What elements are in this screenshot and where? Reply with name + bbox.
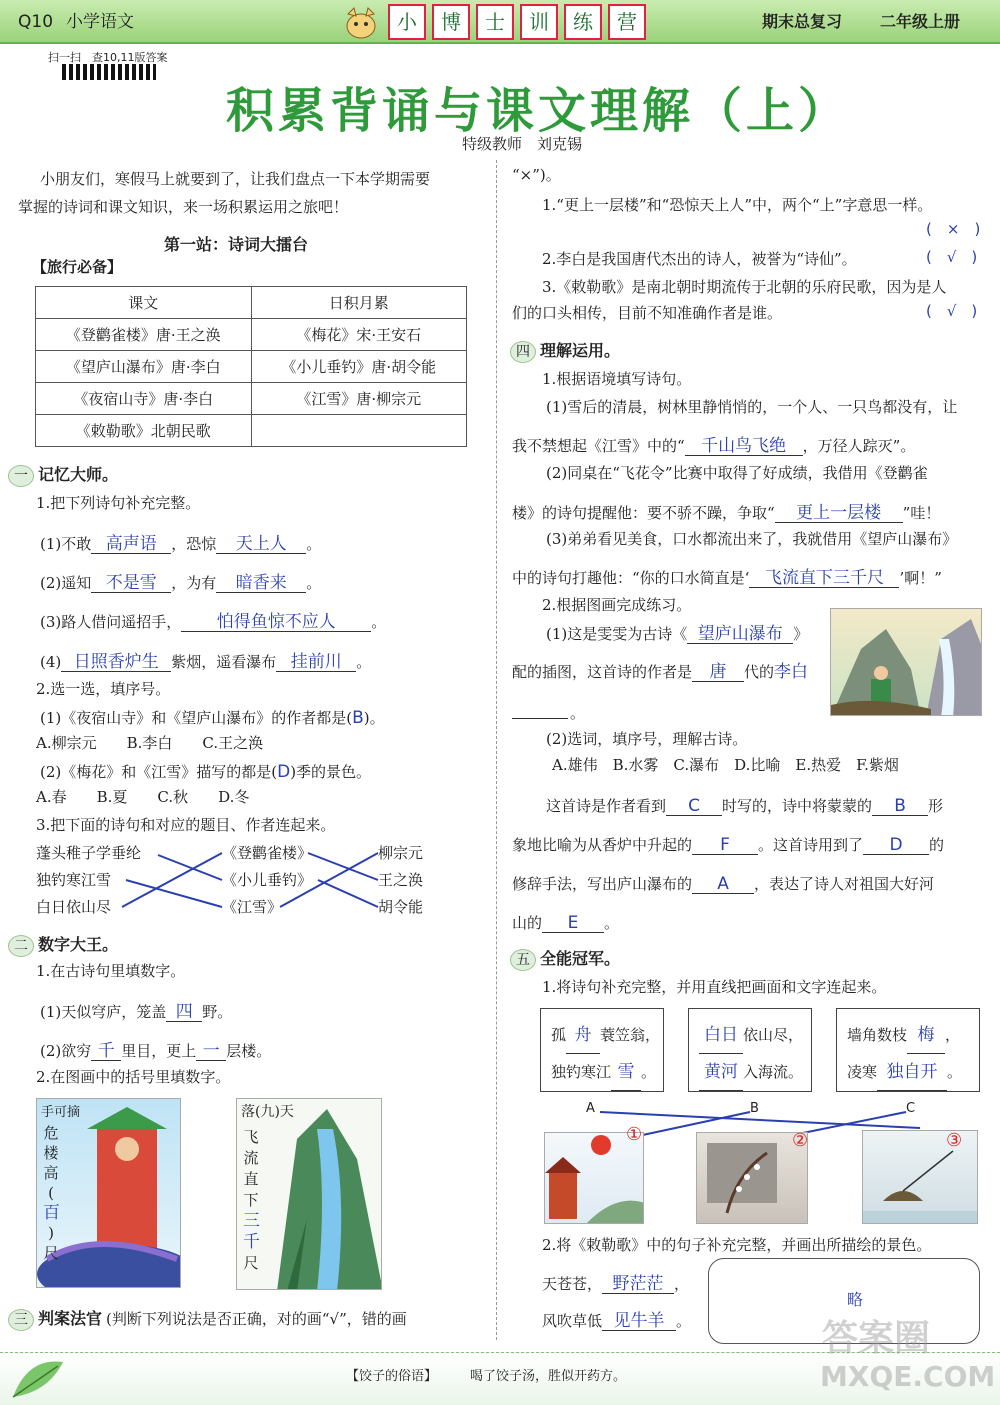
answer-blank[interactable]: 望庐山瀑布 xyxy=(687,626,793,644)
prompt-text: 孤 xyxy=(551,1026,567,1044)
section-number: 四 xyxy=(510,341,536,363)
prompt-text: 层楼。 xyxy=(226,1042,272,1060)
context-line xyxy=(512,438,915,456)
prompt-text: ， xyxy=(674,1275,690,1293)
prompt-text: 代的 xyxy=(744,663,775,681)
picture-number: ③ xyxy=(946,1130,963,1151)
chile-line-1 xyxy=(542,1276,689,1294)
prompt-text: (1)这是雯雯为古诗《 xyxy=(546,625,688,643)
judge-answer[interactable] xyxy=(926,222,980,237)
answer-blank[interactable]: 黄河 xyxy=(699,1054,743,1091)
match-line xyxy=(308,853,378,880)
judge-item: 1.“更上一层楼”和“恐惊天上人”中，两个“上”字意思一样。 xyxy=(542,196,933,214)
section-4-heading xyxy=(510,338,620,363)
prompt-text: 里目，更上 xyxy=(121,1042,197,1060)
answer-blank[interactable]: 挂前川 xyxy=(276,654,356,672)
travel-label: 【旅行必备】 xyxy=(32,258,123,276)
choice-options: A.春 B.夏 C.秋 D.冬 xyxy=(36,788,250,806)
pic2-top-text: 落(九)天 xyxy=(241,1104,294,1120)
answer-blank[interactable]: B xyxy=(872,798,928,816)
section-5-heading xyxy=(510,946,620,971)
prompt-text: 时写的，诗中将蒙蒙的 xyxy=(722,797,873,815)
answer-blank-cont[interactable] xyxy=(512,718,568,719)
paren: ( xyxy=(926,302,947,320)
prompt-text: (2)欲穷 xyxy=(40,1042,92,1060)
waterfall-illustration xyxy=(236,1098,382,1290)
side-char: ( xyxy=(48,1184,54,1202)
prompt-text: 楼》的诗句提醒他：要不骄不躁，争取“ xyxy=(512,504,775,522)
prompt-text: 风吹草低 xyxy=(542,1312,603,1330)
side-char: 尺 xyxy=(43,1244,59,1262)
table-cell: 《望庐山瀑布》唐·李白 xyxy=(36,351,252,383)
prompt-text: ”哇！ xyxy=(902,504,941,522)
footer-label: 【饺子的俗语】 xyxy=(346,1369,438,1384)
match-label-a[interactable]: A xyxy=(586,1101,595,1116)
side-answer[interactable]: 百 xyxy=(43,1203,60,1223)
author-line: 特级教师 刘克锡 xyxy=(462,135,583,153)
prompt-text: 蓑笠翁， xyxy=(600,1026,661,1044)
qr-code-icon[interactable] xyxy=(62,64,156,80)
answer-blank[interactable]: A xyxy=(692,876,754,894)
match-left[interactable]: 独钓寒江雪 xyxy=(36,871,112,889)
question-text: 2.选一选，填序号。 xyxy=(36,680,171,698)
match-line xyxy=(126,880,222,907)
fill-line-3 xyxy=(40,614,386,632)
brand-char: 博 xyxy=(432,4,470,40)
prompt-text: 》 xyxy=(793,625,809,643)
fill-line xyxy=(40,1043,271,1061)
picture-number: ① xyxy=(626,1124,643,1145)
side-answer[interactable]: 千 xyxy=(243,1232,260,1252)
prompt-text: ，万径人踪灭”。 xyxy=(802,437,916,455)
prompt-text: 独钓寒江 xyxy=(551,1063,612,1081)
table-header: 课文 xyxy=(36,287,252,319)
scene-picture-1 xyxy=(544,1132,644,1224)
answer-blank[interactable]: 日照香炉生 xyxy=(61,654,171,672)
prompt-text: 。 xyxy=(306,574,322,592)
picture-line xyxy=(512,664,808,682)
table-cell: 《登鹳雀楼》唐·王之涣 xyxy=(36,319,252,351)
answer-blank[interactable]: 梅 xyxy=(907,1017,945,1054)
answer-text[interactable]: 李白 xyxy=(774,662,809,682)
judge-answer[interactable] xyxy=(926,304,977,319)
answer-blank[interactable]: F xyxy=(692,837,758,855)
word-options: A.雄伟 B.水雾 C.瀑布 D.比喻 E.热爱 F.紫烟 xyxy=(552,756,899,774)
prompt-text: (3)路人借问遥招手， xyxy=(40,613,182,631)
prompt-text: 我不禁想起《江雪》中的“ xyxy=(512,437,685,455)
fill-para-2 xyxy=(512,837,944,855)
brand-char: 训 xyxy=(520,4,558,40)
context-line: (1)雪后的清晨，树林里静悄悄的，一个人、一只鸟都没有，让 xyxy=(546,398,958,416)
match-mid[interactable]: 《小儿垂钓》 xyxy=(222,871,313,889)
answer-blank[interactable]: 白日 xyxy=(699,1017,743,1054)
prompt-text: 野。 xyxy=(202,1003,233,1021)
prompt-text: (2)遥知 xyxy=(40,574,92,592)
pic1-top-text: 手可摘 xyxy=(41,1105,81,1120)
answer-blank[interactable]: D xyxy=(863,837,929,855)
period: 。 xyxy=(570,704,586,722)
match-label-b[interactable]: B xyxy=(750,1101,759,1116)
table-cell: 《夜宿山寺》唐·李白 xyxy=(36,383,252,415)
choice-answer[interactable]: B xyxy=(352,708,364,728)
section-3-heading xyxy=(8,1306,407,1331)
fill-para-4 xyxy=(512,915,619,933)
table-row xyxy=(36,415,467,447)
side-char: 危 xyxy=(43,1124,59,1142)
tower-illustration xyxy=(36,1098,181,1288)
table-header: 日积月累 xyxy=(251,287,467,319)
prompt-text: 。 xyxy=(947,1063,963,1081)
section-number: 一 xyxy=(8,465,34,487)
section-title: 判案法官 xyxy=(38,1309,103,1328)
prompt-text: 天苍苍， xyxy=(542,1275,603,1293)
answer-blank[interactable]: 四 xyxy=(166,1004,202,1022)
prompt-text: 山的 xyxy=(512,914,543,932)
context-line: (2)同桌在“飞花令”比赛中取得了好成绩，我借用《登鹳雀 xyxy=(546,464,928,482)
prompt-text: ，表达了诗人对祖国大好河 xyxy=(754,875,935,893)
watermark-en: MXQE.COM xyxy=(820,1360,996,1393)
prompt-text: (1)不敢 xyxy=(40,535,92,553)
section-title: 记忆大师。 xyxy=(38,465,119,484)
fill-line-4 xyxy=(40,654,371,672)
drawing-answer: 略 xyxy=(847,1290,864,1309)
fill-para-3 xyxy=(512,876,934,894)
context-line: (3)弟弟看见美食，口水都流出来了，我就借用《望庐山瀑布》 xyxy=(546,530,958,548)
paren: ) xyxy=(956,248,978,266)
answer-blank[interactable]: 独自开 xyxy=(877,1054,947,1091)
table-cell: 《小儿垂钓》唐·胡令能 xyxy=(251,351,467,383)
section-title: 理解运用。 xyxy=(540,341,621,360)
section-2-heading xyxy=(8,932,118,957)
grade-label: 二年级上册 xyxy=(880,12,961,31)
context-line xyxy=(512,570,942,588)
prompt-text: 。 xyxy=(306,535,322,553)
answer-blank[interactable]: 千山鸟飞绝 xyxy=(685,438,803,456)
table-cell xyxy=(251,415,467,447)
side-char: 飞 xyxy=(243,1128,259,1146)
prompt-text: ’啊！” xyxy=(899,569,942,587)
intro-line-1: 小朋友们，寒假马上就要到了，让我们盘点一下本学期需要 xyxy=(40,170,431,188)
choice-line-2 xyxy=(40,764,371,781)
pic2-side-text xyxy=(243,1127,259,1274)
prompt-text: 。 xyxy=(641,1063,657,1081)
prompt-text: 配的插图，这首诗的作者是 xyxy=(512,663,693,681)
match-left[interactable]: 白日依山尽 xyxy=(36,898,112,916)
section-1-heading xyxy=(8,462,118,487)
prompt-text: ，恐惊 xyxy=(171,535,217,553)
question-text: 2.将《敕勒歌》中的句子补充完整，并画出所描绘的景色。 xyxy=(542,1236,932,1254)
prompt-text: 。 xyxy=(604,914,620,932)
choice-answer[interactable]: D xyxy=(277,762,291,782)
poem-line xyxy=(551,1017,661,1054)
answer-blank[interactable]: 不是雪 xyxy=(91,575,171,593)
mascot-icon xyxy=(338,4,384,40)
judge-mark[interactable]: √ xyxy=(946,248,957,266)
judge-item-cont: 们的口头相传，目前不知准确作者是谁。 xyxy=(512,304,783,322)
question-text: 1.将诗句补充完整，并用直线把画面和文字连起来。 xyxy=(542,978,887,996)
brand-banner xyxy=(388,4,646,40)
review-label: 期末总复习 xyxy=(762,12,843,31)
answer-blank[interactable]: 见牛羊 xyxy=(602,1313,676,1331)
question-text: 1.在古诗句里填数字。 xyxy=(36,962,186,980)
match-lines xyxy=(0,840,500,920)
brand-char: 营 xyxy=(608,4,646,40)
prompt-text: (1)天似穹庐，笼盖 xyxy=(40,1003,167,1021)
prompt-text: 。 xyxy=(371,613,387,631)
match-left[interactable]: 蓬头稚子学垂纶 xyxy=(36,844,142,862)
paren: ( xyxy=(926,248,947,266)
chile-line-2 xyxy=(542,1313,691,1331)
question-text: (2)选词，填序号，理解古诗。 xyxy=(546,730,748,748)
answer-blank[interactable]: C xyxy=(666,798,722,816)
poem-line xyxy=(847,1017,969,1054)
prompt-text: 这首诗是作者看到 xyxy=(546,797,667,815)
answer-blank[interactable]: 高声语 xyxy=(91,536,171,554)
question-text: 2.根据图画完成练习。 xyxy=(542,596,692,614)
subject-label: 小学语文 xyxy=(66,12,134,32)
prompt-text: 紫烟，遥看瀑布 xyxy=(171,653,277,671)
paren: ( xyxy=(926,220,947,238)
prompt-text: (2)《梅花》和《江雪》描写的都是( xyxy=(40,763,278,781)
section-number: 二 xyxy=(8,935,34,957)
table-row xyxy=(36,319,467,351)
fill-line xyxy=(40,1004,232,1022)
answer-blank[interactable]: 天上人 xyxy=(216,536,306,554)
prompt-text: )。 xyxy=(363,709,385,727)
judge-mark[interactable]: × xyxy=(946,220,960,238)
prompt-text: 修辞手法，写出庐山瀑布的 xyxy=(512,875,693,893)
issue-code: Q10 xyxy=(18,12,54,32)
answer-blank[interactable]: 千 xyxy=(91,1043,121,1061)
section-title: 数字大王。 xyxy=(38,935,119,954)
table-row xyxy=(36,383,467,415)
answer-blank[interactable]: 更上一层楼 xyxy=(775,505,903,523)
answer-blank[interactable]: 雪 xyxy=(611,1054,641,1091)
brand-char: 练 xyxy=(564,4,602,40)
brand-char: 士 xyxy=(476,4,514,40)
judge-answer[interactable] xyxy=(926,250,977,265)
side-answer[interactable]: 三 xyxy=(243,1211,260,1231)
poem-line xyxy=(847,1054,969,1091)
section-title: 全能冠军。 xyxy=(540,949,621,968)
section-number: 五 xyxy=(510,949,536,971)
prompt-text: 。 xyxy=(676,1312,692,1330)
page-title: 积累背诵与课文理解（上） xyxy=(226,83,851,139)
prompt-text: (1)《夜宿山寺》和《望庐山瀑布》的作者都是( xyxy=(40,709,353,727)
watermark-cn: 答案圈 xyxy=(822,1318,931,1359)
paren: ) xyxy=(959,220,981,238)
answer-blank[interactable]: 飞流直下三千尺 xyxy=(749,570,899,588)
fill-line-2 xyxy=(40,575,321,593)
prompt-text: 中的诗句打趣他：“你的口水简直是‘ xyxy=(512,569,750,587)
side-char: 高 xyxy=(43,1164,59,1182)
answer-blank[interactable]: 野茫茫 xyxy=(602,1276,674,1294)
fill-para-1 xyxy=(546,798,943,816)
picture-number: ② xyxy=(792,1130,809,1151)
section-desc: (判断下列说法是否正确，对的画“√”，错的画 xyxy=(106,1310,407,1328)
table-cell: 《敕勒歌》北朝民歌 xyxy=(36,415,252,447)
judge-item: 2.李白是我国唐代杰出的诗人，被誉为“诗仙”。 xyxy=(542,250,857,268)
prompt-text: 象地比喻为从香炉中升起的 xyxy=(512,836,693,854)
judge-item: 3.《敕勒歌》是南北朝时期流传于北朝的乐府民歌，因为是人 xyxy=(542,278,947,296)
table-row xyxy=(36,351,467,383)
match-line xyxy=(600,1112,920,1128)
column-divider xyxy=(496,160,497,1340)
section-number: 三 xyxy=(8,1309,34,1331)
prompt-text: ，为有 xyxy=(171,574,217,592)
side-char: 直 xyxy=(243,1170,259,1188)
side-char: 下 xyxy=(243,1191,259,1209)
poem-line xyxy=(699,1017,804,1054)
answer-blank[interactable]: E xyxy=(542,915,604,933)
poem-line xyxy=(699,1054,804,1091)
prompt-text: ， xyxy=(945,1026,961,1044)
match-line xyxy=(318,880,378,907)
question-text: 3.把下面的诗句和对应的题目、作者连起来。 xyxy=(36,816,336,834)
brand-char: 小 xyxy=(388,4,426,40)
poem-line xyxy=(551,1054,657,1091)
fill-line-1 xyxy=(40,536,321,554)
match-mid[interactable]: 《登鹳雀楼》 xyxy=(222,844,313,862)
knowledge-table xyxy=(35,286,467,447)
choice-line-1 xyxy=(40,710,385,727)
prompt-text: (4) xyxy=(40,653,62,671)
poem-box-b xyxy=(688,1008,812,1092)
answer-blank[interactable]: 暗香来 xyxy=(216,575,306,593)
match-label-c[interactable]: C xyxy=(906,1101,916,1116)
match-right[interactable]: 胡令能 xyxy=(378,898,424,916)
prompt-text: 。这首诗用到了 xyxy=(758,836,864,854)
station-title: 第一站：诗词大擂台 xyxy=(164,235,309,254)
leaf-icon xyxy=(8,1352,68,1402)
picture-line xyxy=(546,626,808,644)
prompt-text: 。 xyxy=(356,653,372,671)
side-char: 流 xyxy=(243,1149,259,1167)
table-cell: 《梅花》宋·王安石 xyxy=(251,319,467,351)
side-char: 楼 xyxy=(43,1144,59,1162)
answer-blank[interactable]: 一 xyxy=(196,1043,226,1061)
match-right[interactable]: 王之涣 xyxy=(378,871,424,889)
prompt-text: 依山尽， xyxy=(743,1026,804,1044)
scan-text: 扫一扫 查10,11版答案 xyxy=(48,51,168,64)
prompt-text: 凌寒 xyxy=(847,1063,878,1081)
pic1-side-text xyxy=(43,1123,59,1263)
section-desc-cont: “×”)。 xyxy=(512,166,561,184)
question-text: 1.根据语境填写诗句。 xyxy=(542,370,692,388)
poem-box-c xyxy=(836,1008,980,1092)
table-header-row xyxy=(36,287,467,319)
answer-blank[interactable]: 舟 xyxy=(566,1017,600,1054)
poem-box-a xyxy=(540,1008,664,1092)
question-text: 2.在图画中的括号里填数字。 xyxy=(36,1068,231,1086)
intro-line-2: 掌握的诗词和课文知识，来一场积累运用之旅吧！ xyxy=(18,198,349,216)
paren: ) xyxy=(956,302,978,320)
match-mid[interactable]: 《江雪》 xyxy=(222,898,283,916)
judge-mark[interactable]: √ xyxy=(946,302,957,320)
footer-saying: 喝了饺子汤，胜似开药方。 xyxy=(470,1369,627,1384)
answer-blank[interactable]: 怕得鱼惊不应人 xyxy=(181,614,371,632)
prompt-text: 墙角数枝 xyxy=(847,1026,908,1044)
choice-options: A.柳宗元 B.李白 C.王之涣 xyxy=(36,734,264,752)
context-line xyxy=(512,505,940,523)
answer-blank[interactable]: 唐 xyxy=(692,664,744,682)
match-right[interactable]: 柳宗元 xyxy=(378,844,424,862)
side-char: 尺 xyxy=(243,1254,259,1272)
prompt-text: 形 xyxy=(928,797,944,815)
poet-illustration xyxy=(830,608,982,716)
question-text: 1.把下列诗句补充完整。 xyxy=(36,494,201,512)
table-cell: 《江雪》唐·柳宗元 xyxy=(251,383,467,415)
prompt-text: 入海流。 xyxy=(743,1063,804,1081)
prompt-text: 的 xyxy=(929,836,945,854)
side-char: ) xyxy=(48,1224,54,1242)
prompt-text: )季的景色。 xyxy=(290,763,372,781)
